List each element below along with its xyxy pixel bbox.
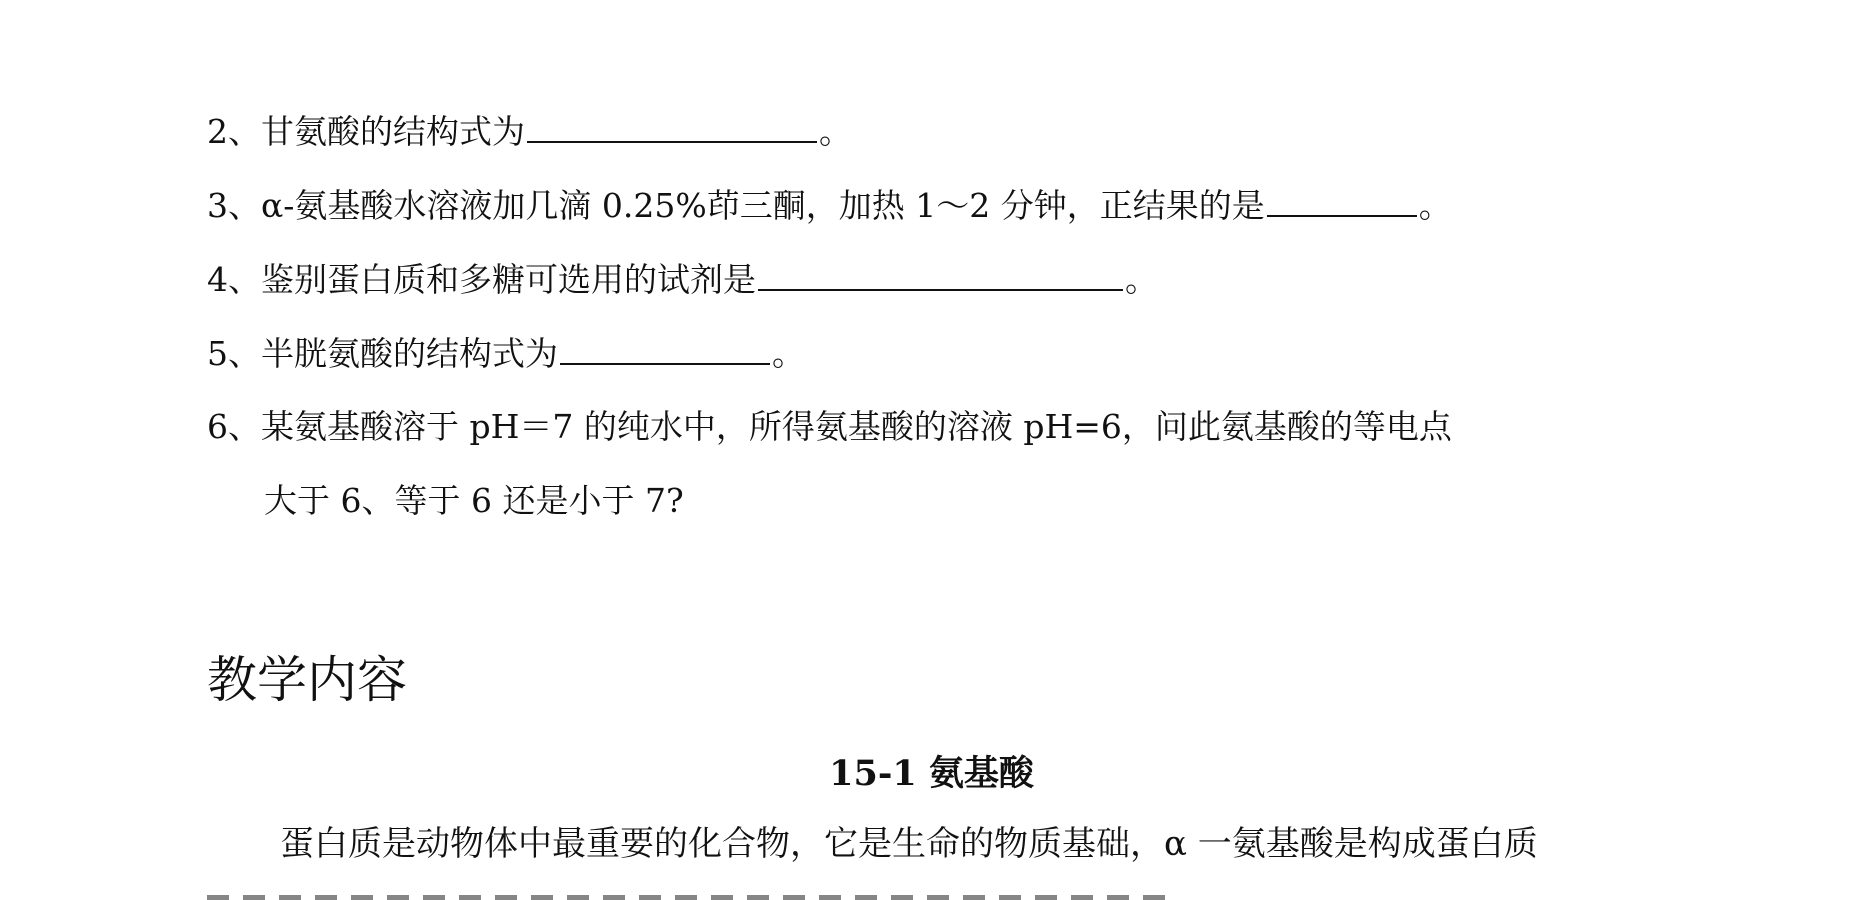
- question-end: 。: [1418, 186, 1452, 225]
- question-number: 3、: [207, 186, 261, 225]
- question-text: α-氨基酸水溶液加几滴 0.25%茚三酮，加热 1～2 分钟，正结果的是: [261, 186, 1265, 225]
- question-6-continuation: [264, 481, 684, 521]
- answer-blank: [1267, 185, 1417, 217]
- question-text: 甘氨酸的结构式为: [261, 112, 525, 151]
- question-end: 。: [819, 112, 852, 151]
- cut-off-text-line: [207, 890, 1167, 900]
- question-3: [207, 185, 1452, 226]
- question-number: 4、: [207, 260, 261, 299]
- answer-blank: [758, 259, 1123, 291]
- question-text: 某氨基酸溶于 pH＝7 的纯水中，所得氨基酸的溶液 pH=6，问此氨基酸的等电点: [261, 407, 1452, 446]
- body-paragraph: 蛋白质是动物体中最重要的化合物，它是生命的物质基础，α 一氨基酸是构成蛋白质: [280, 824, 1538, 864]
- question-text: 大于 6、等于 6 还是小于 7?: [264, 481, 684, 520]
- question-text: 鉴别蛋白质和多糖可选用的试剂是: [261, 260, 756, 299]
- question-end: 。: [1125, 260, 1158, 299]
- question-number: 5、: [207, 334, 261, 373]
- answer-blank: [560, 333, 770, 365]
- question-6: [207, 407, 1452, 447]
- question-end: 。: [772, 334, 805, 373]
- question-text: 半胱氨酸的结构式为: [261, 334, 558, 373]
- question-number: 6、: [207, 407, 261, 446]
- section-title: 15-1 氨基酸: [829, 753, 1034, 794]
- answer-blank: [527, 111, 817, 143]
- question-2: [207, 111, 852, 152]
- question-5: [207, 333, 805, 374]
- question-number: 2、: [207, 112, 261, 151]
- question-4: [207, 259, 1158, 300]
- section-heading: 教学内容: [207, 651, 407, 709]
